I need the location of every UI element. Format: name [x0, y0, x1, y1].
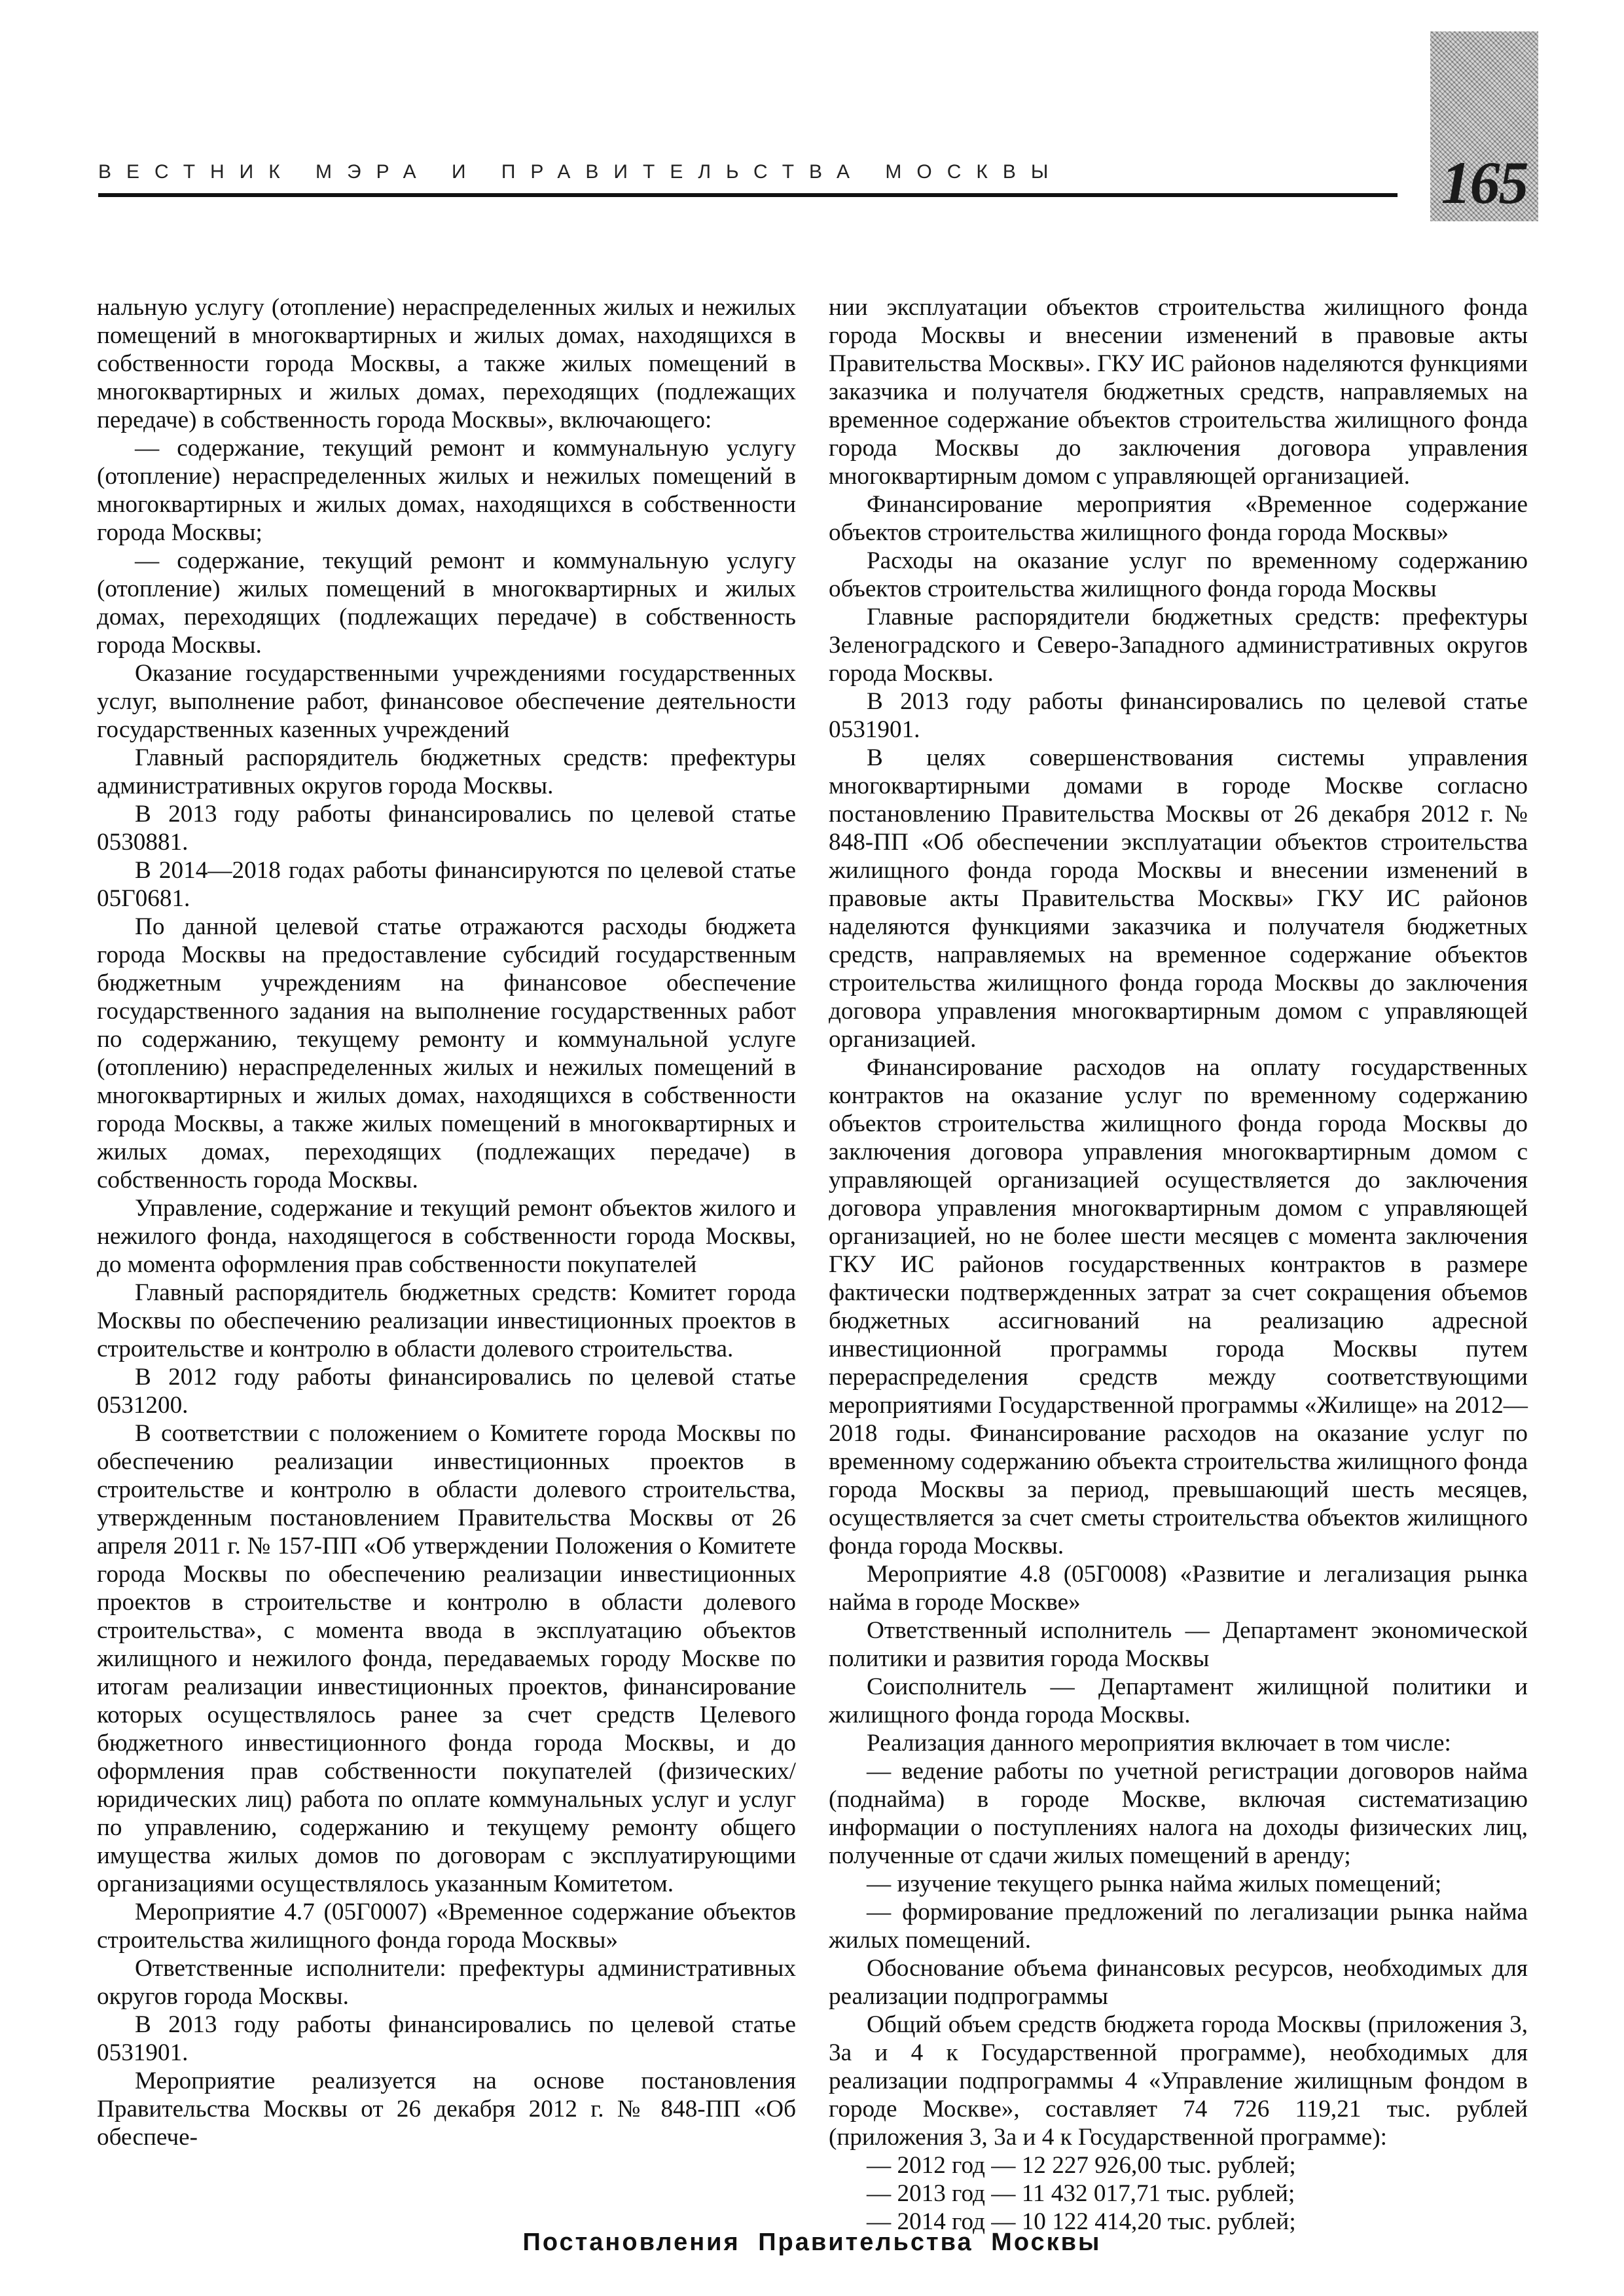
paragraph: Главные распорядители бюджетных средств: префектуры Зеленоградского и Северо-Западного административных округов города Москвы. [829, 604, 1528, 687]
paragraph: В 2013 году работы финансировались по целевой статье 0531901. [97, 2011, 796, 2066]
paragraph: Мероприятие реализуется на основе постановления Правительства Москвы от 26 декабря 2012 г. № 848-ПП «Об обеспече- [97, 2068, 796, 2151]
paragraph: В 2013 году работы финансировались по целевой статье 0531901. [829, 688, 1528, 743]
footer-section-title: Постановления Правительства Москвы [522, 2229, 1102, 2256]
paragraph: — ведение работы по учетной регистрации договоров найма (поднайма) в городе Москве, включая систематизацию информации о поступлениях налога на доходы физических лиц, полученные от сдачи жилых помещений в аренду; [829, 1758, 1528, 1869]
paragraph: Оказание государственными учреждениями государственных услуг, выполнение работ, финансовое обеспечение деятельности государственных казенных учреждений [97, 660, 796, 743]
right-text-column [829, 293, 1528, 2236]
left-text-column [97, 293, 796, 2151]
paragraph: — содержание, текущий ремонт и коммунальную услугу (отопление) жилых помещений в многоквартирных и жилых домах, переходящих (подлежащих передаче) в собственность города Москвы. [97, 547, 796, 659]
paragraph: В соответствии с положением о Комитете города Москвы по обеспечению реализации инвестиционных проектов в строительстве и контролю в области долевого строительства, утвержденным постановлением Правительства Москвы от 26 апреля 2011 г. № 157-ПП «Об утверждении Положения о Комитете города Москвы по обеспечению реализации инвестиционных проектов в строительстве и контролю в области долевого строительства», с момента ввода в эксплуатацию объектов жилищного и нежилого фонда, передаваемых городу Москве по итогам реализации инвестиционных проектов, финансирование которых осуществлялось ранее за счет средств Целевого бюджетного инвестиционного фонда города Москвы, и до оформления прав собственности покупателей (физических/юридических лиц) работа по оплате коммунальных услуг и услуг по управлению, содержанию и текущему ремонту общего имущества жилых домов по договорам с эксплуатирующими организациями осуществлялось указанным Комитетом. [97, 1420, 796, 1897]
paragraph: В целях совершенствования системы управления многоквартирными домами в городе Москве согласно постановлению Правительства Москвы от 26 декабря 2012 г. № 848-ПП «Об обеспечении эксплуатации объектов строительства жилищного фонда города Москвы и внесении изменений в правовые акты Правительства Москвы» ГКУ ИС районов наделяются функциями заказчика и получателя бюджетных средств, направляемых на временное содержание объектов строительства жилищного фонда города Москвы до заключения договора управления многоквартирным домом с управляющей организацией. [829, 744, 1528, 1053]
paragraph: нии эксплуатации объектов строительства жилищного фонда города Москвы и внесении изменений в правовые акты Правительства Москвы». ГКУ ИС районов наделяются функциями заказчика и получателя бюджетных средств, направляемых на временное содержание объектов строительства жилищного фонда города Москвы до заключения договора управления многоквартирным домом с управляющей организацией. [829, 294, 1528, 490]
paragraph: Обоснование объема финансовых ресурсов, необходимых для реализации подпрограммы [829, 1955, 1528, 2010]
paragraph: — содержание, текущий ремонт и коммунальную услугу (отопление) нераспределенных жилых и нежилых помещений в многоквартирных и жилых домах, находящихся в собственности города Москвы; [97, 435, 796, 546]
paragraph: — 2012 год — 12 227 926,00 тыс. рублей; [867, 2152, 1296, 2179]
paragraph: В 2014—2018 годах работы финансируются по целевой статье 05Г0681. [97, 857, 796, 912]
paragraph: Финансирование расходов на оплату государственных контрактов на оказание услуг по временному содержанию объектов строительства жилищного фонда города Москвы до заключения договора управления многоквартирным домом с управляющей организацией осуществляется до заключения договора управления многоквартирным домом с управляющей организацией, но не более шести месяцев с момента заключения ГКУ ИС районов государственных контрактов в размере фактически подтвержденных затрат за счет сокращения объемов бюджетных ассигнований на реализацию адресной инвестиционной программы города Москвы путем перераспределения средств между соответствующими мероприятиями Государственной программы «Жилище» на 2012—2018 годы. Финансирование расходов на оказание услуг по временному содержанию объекта строительства жилищного фонда города Москвы за период, превышающий шесть месяцев, осуществляется за счет сметы строительства объектов жилищного фонда города Москвы. [829, 1054, 1528, 1559]
paragraph: — 2013 год — 11 432 017,71 тыс. рублей; [867, 2180, 1295, 2207]
paragraph: Мероприятие 4.7 (05Г0007) «Временное содержание объектов строительства жилищного фонда города Москвы» [97, 1899, 796, 1954]
paragraph: — формирование предложений по легализации рынка найма жилых помещений. [829, 1899, 1528, 1954]
paragraph: — изучение текущего рынка найма жилых помещений; [867, 1870, 1442, 1897]
paragraph: Ответственные исполнители: префектуры административных округов города Москвы. [97, 1955, 796, 2010]
paragraph: В 2013 году работы финансировались по целевой статье 0530881. [97, 801, 796, 856]
paragraph: Главный распорядитель бюджетных средств: префектуры административных округов города Москвы. [97, 744, 796, 799]
paragraph: Главный распорядитель бюджетных средств: Комитет города Москвы по обеспечению реализации инвестиционных проектов в строительстве и контролю в области долевого строительства. [97, 1279, 796, 1362]
page-number-badge [1430, 31, 1538, 221]
paragraph: Мероприятие 4.8 (05Г0008) «Развитие и легализация рынка найма в городе Москве» [829, 1561, 1528, 1616]
paragraph: В 2012 году работы финансировались по целевой статье 0531200. [97, 1364, 796, 1419]
paragraph: По данной целевой статье отражаются расходы бюджета города Москвы на предоставление субсидий государственным бюджетным учреждениям на финансовое обеспечение государственного задания на выполнение государственных работ по содержанию, текущему ремонту и коммунальной услуге (отоплению) нераспределенных жилых и нежилых помещений в многоквартирных и жилых домах, находящихся в собственности города Москвы, а также жилых помещений в многоквартирных и жилых домах, переходящих (подлежащих передаче) в собственность города Москвы. [97, 913, 796, 1194]
header-rule [98, 193, 1398, 197]
paragraph: — 2014 год — 10 122 414,20 тыс. рублей; [867, 2208, 1296, 2235]
paragraph: Соисполнитель — Департамент жилищной политики и жилищного фонда города Москвы. [829, 1673, 1528, 1728]
journal-header-title: ВЕСТНИК МЭРА И ПРАВИТЕЛЬСТВА МОСКВЫ [98, 161, 1064, 183]
paragraph: Общий объем средств бюджета города Москвы (приложения 3, 3а и 4 к Государственной программе), необходимых для реализации подпрограммы 4 «Управление жилищным фондом в городе Москве», составляет 74 726 119,21 тыс. рублей (приложения 3, 3а и 4 к Государственной программе): [829, 2011, 1528, 2151]
paragraph: Ответственный исполнитель — Департамент экономической политики и развития города Москвы [829, 1617, 1528, 1672]
paragraph: Управление, содержание и текущий ремонт объектов жилого и нежилого фонда, находящегося в собственности города Москвы, до момента оформления прав собственности покупателей [97, 1195, 796, 1278]
paragraph: нальную услугу (отопление) нераспределенных жилых и нежилых помещений в многоквартирных и жилых домах, находящихся в собственности города Москвы, а также жилых помещений в многоквартирных и жилых домах, переходящих (подлежащих передаче) в собственность города Москвы», включающего: [97, 294, 796, 433]
paragraph: Реализация данного мероприятия включает в том числе: [867, 1730, 1451, 1757]
page-number: 165 [1441, 149, 1528, 216]
paragraph: Расходы на оказание услуг по временному содержанию объектов строительства жилищного фонда города Москвы [829, 547, 1528, 602]
paragraph: Финансирование мероприятия «Временное содержание объектов строительства жилищного фонда города Москвы» [829, 491, 1528, 546]
